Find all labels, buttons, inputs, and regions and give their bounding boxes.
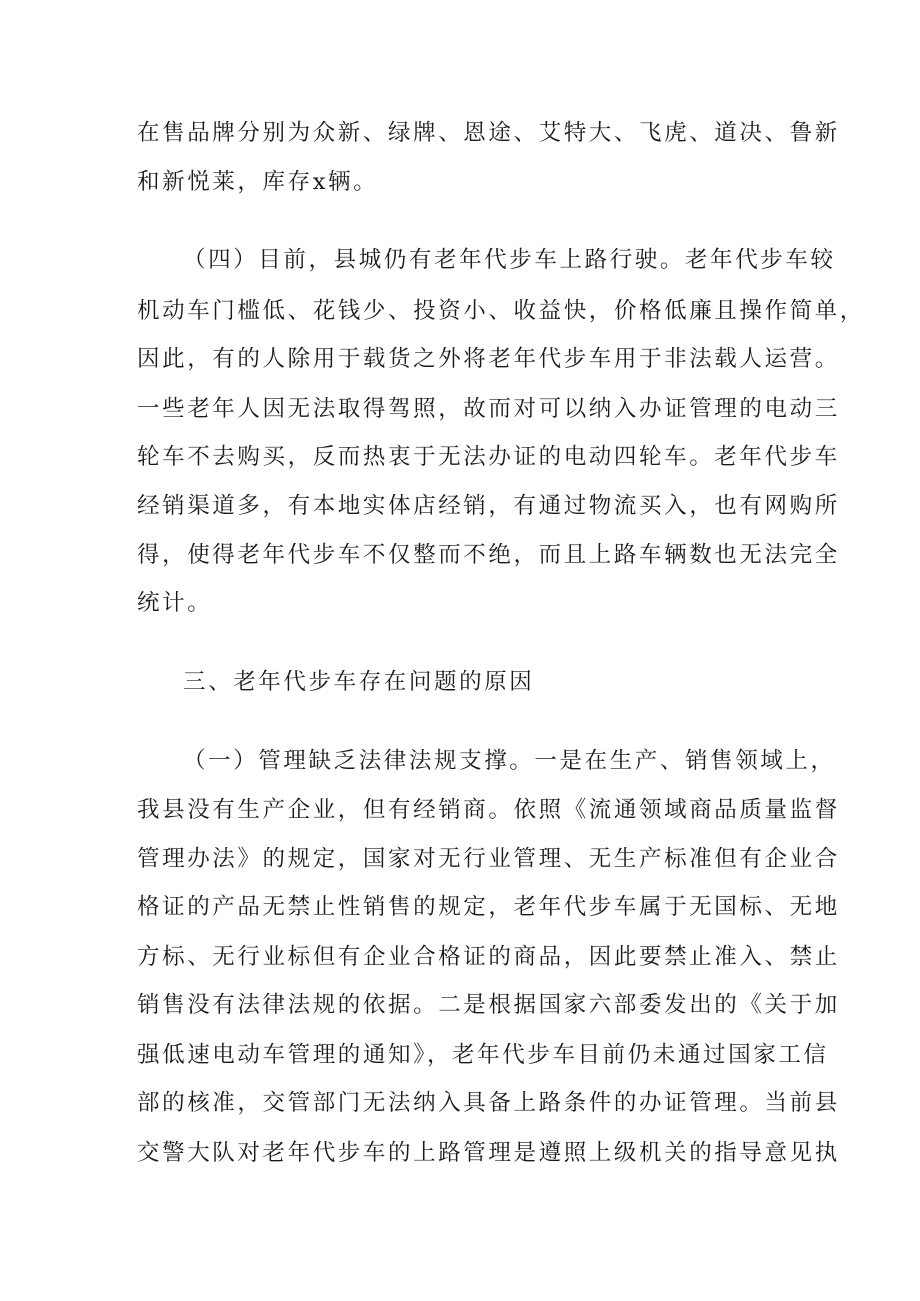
text-line: 统计。 <box>137 590 213 616</box>
text-line: 管理办法》的规定，国家对无行业管理、无生产标准但有企业合 <box>137 846 840 872</box>
text-line: 在售品牌分别为众新、绿牌、恩途、艾特大、飞虎、道决、鲁新 <box>137 120 840 146</box>
text-line: 销售没有法律法规的依据。二是根据国家六部委发出的《关于加 <box>137 992 840 1018</box>
section-heading: 三、老年代步车存在问题的原因 <box>183 669 535 695</box>
text-line: （一）管理缺乏法律法规支撑。一是在生产、销售领域上， <box>183 748 836 774</box>
text-line: 部的核准，交管部门无法纳入具备上路条件的办证管理。当前县 <box>137 1090 840 1116</box>
text-line: 机动车门槛低、花钱少、投资小、收益快，价格低廉且操作简单， <box>137 298 865 324</box>
text-line: 经销渠道多，有本地实体店经销，有通过物流买入，也有网购所 <box>137 493 840 519</box>
text-line: 格证的产品无禁止性销售的规定，老年代步车属于无国标、无地 <box>137 894 840 920</box>
text-line: 和新悦莱，库存x辆。 <box>137 169 379 195</box>
text-line: 一些老年人因无法取得驾照，故而对可以纳入办证管理的电动三 <box>137 396 840 422</box>
text-line: 交警大队对老年代步车的上路管理是遵照上级机关的指导意见执 <box>137 1140 840 1166</box>
text-line: 强低速电动车管理的通知》，老年代步车目前仍未通过国家工信 <box>137 1042 829 1068</box>
text-line: 因此，有的人除用于载货之外将老年代步车用于非法载人运营。 <box>137 346 840 372</box>
text-line: （四）目前，县城仍有老年代步车上路行驶。老年代步车较 <box>183 247 836 273</box>
text-line: 方标、无行业标但有企业合格证的商品，因此要禁止准入、禁止 <box>137 944 840 970</box>
text-line: 得，使得老年代步车不仅整而不绝，而且上路车辆数也无法完全 <box>137 542 840 568</box>
text-line: 我县没有生产企业，但有经销商。依照《流通领域商品质量监督 <box>137 797 840 823</box>
text-line: 轮车不去购买，反而热衷于无法办证的电动四轮车。老年代步车 <box>137 444 840 470</box>
